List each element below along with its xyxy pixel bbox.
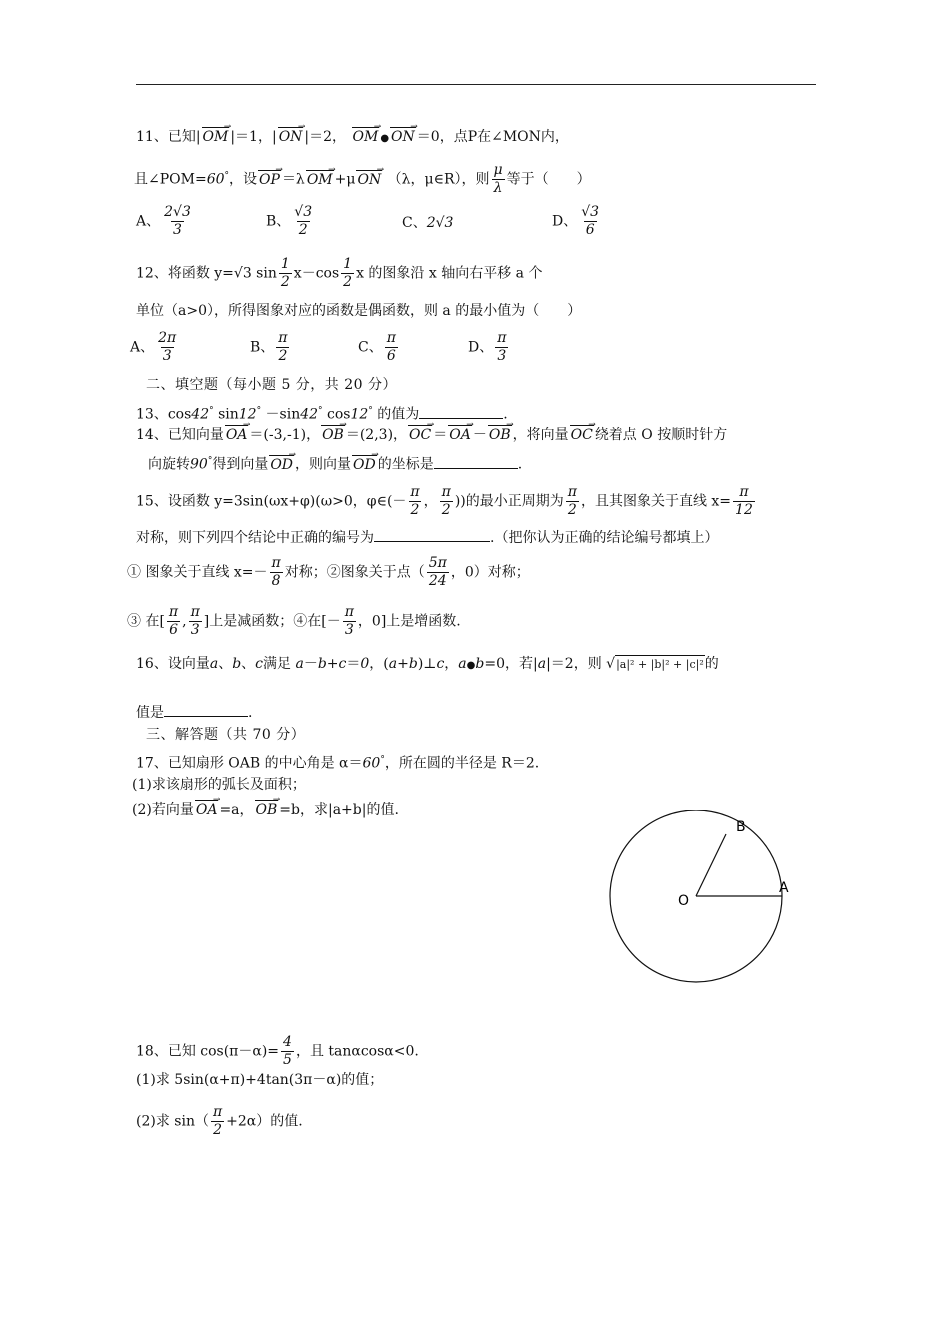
- q15-line1: 15、设函数 y=3sin(ωx+φ)(ω>0，φ∈(－ $\frac{\pi}{2}$ ， $\frac{\pi}{2}$ ))的最小正周期为 $\frac{\pi}{2}$ ，且其图象关于直线 x= $\frac{\pi}{12}$: [136, 484, 753, 518]
- q12-option-d: D、 $\frac{\pi}{3}$: [468, 330, 507, 364]
- q12-option-c: C、 $\frac{\pi}{6}$: [358, 330, 396, 364]
- sector-figure: [596, 810, 816, 990]
- q16-line1: 16、设向量a、b、c满足 a－b+c＝0，(a+b)⊥c，a●b=0，若|a|＝2，则 √|a|² + |b|² + |c|²的: [136, 656, 719, 672]
- q17-line1: 17、已知扇形 OAB 的中心角是 α＝60°，所在圆的半径是 R＝2.: [136, 755, 540, 772]
- q17-part1: (1)求该扇形的弧长及面积；: [132, 777, 306, 793]
- q14-line2: 向旋转90°得到向量 OD → ，则向量 OD → 的坐标是 .: [148, 452, 522, 474]
- q11-option-d: D、 $\frac{√3}{6}$: [552, 204, 600, 238]
- label-o: O: [678, 893, 690, 909]
- q11-option-a: A、 $\frac{2√3}{3}$: [136, 204, 191, 238]
- section-fill-in-heading: 二、填空题（每小题 5 分，共 20 分）: [146, 377, 398, 393]
- label-b: B: [736, 819, 746, 835]
- q14-answer-blank: [434, 454, 518, 469]
- q17-part2: (2)若向量 OA → =a， OB → =b，求|a+b|的值.: [132, 801, 399, 819]
- label-a: A: [779, 880, 789, 896]
- q18-line1: 18、已知 cos(π－α)= $\frac{4}{5}$ ，且 tanαcosα<0.: [136, 1034, 419, 1068]
- q16-answer-blank: [164, 702, 248, 717]
- q13-line: 13、cos42° sin12° －sin42° cos12° 的值为 .: [136, 402, 508, 424]
- q15-line3: ① 图象关于直线 x=－ $\frac{\pi}{8}$ 对称；②图象关于点（ $\frac{5\pi}{24}$ ，0）对称；: [127, 555, 530, 589]
- header-rule: [136, 84, 816, 85]
- section-solutions-heading: 三、解答题（共 70 分）: [146, 727, 306, 743]
- q11-option-b: B、 $\frac{√3}{2}$: [266, 204, 313, 238]
- q12-option-b: B、 $\frac{\pi}{2}$: [250, 330, 288, 364]
- q18-part2: (2)求 sin（ $\frac{\pi}{2}$ +2α）的值.: [136, 1104, 303, 1138]
- q12-line2: 单位（a>0），所得图象对应的函数是偶函数，则 a 的最小值为（ ）: [136, 303, 582, 319]
- q12-line1: 12、将函数 y=√3 sin $\frac{1}{2}$ x－cos $\frac{1}{2}$ x 的图象沿 x 轴向右平移 a 个: [136, 256, 543, 290]
- q11-line1: 11、已知| OM → |＝1，| ON → |＝2， OM → ● ON → ＝0，点P在∠MON内，: [136, 128, 569, 148]
- q15-line4: ③ 在[ $\frac{\pi}{6}$ , $\frac{\pi}{3}$ ]上是减函数；④在[－ $\frac{\pi}{3}$ ，0]上是增函数.: [127, 604, 461, 638]
- dot-product-icon: ●: [380, 133, 390, 144]
- q11-line2: 且∠POM=60°，设 OP → ＝λ OM → +μ ON → （λ，μ∈R），则 $\frac{\mu}{\lambda}$ 等于（ ）: [134, 162, 591, 197]
- q15-line2: 对称，则下列四个结论中正确的编号为 .（把你认为正确的结论编号都填上）: [136, 527, 718, 547]
- q11-option-c: C、2√3: [402, 215, 454, 231]
- q16-line2: 值是 .: [136, 702, 252, 722]
- q18-part1: (1)求 5sin(α+π)+4tan(3π－α)的值；: [136, 1072, 384, 1088]
- q12-option-a: A、 $\frac{2\pi}{3}$: [130, 330, 177, 364]
- radius-ob: [696, 834, 726, 896]
- q15-answer-blank: [374, 527, 490, 542]
- dot-product-icon: ●: [466, 660, 476, 671]
- q14-line1: 14、已知向量 OA → ＝(-3,-1)， OB → ＝(2,3)， OC → ＝ OA → － OB → ，将向量 OC → 绕着点 O 按顺时针方: [136, 426, 727, 444]
